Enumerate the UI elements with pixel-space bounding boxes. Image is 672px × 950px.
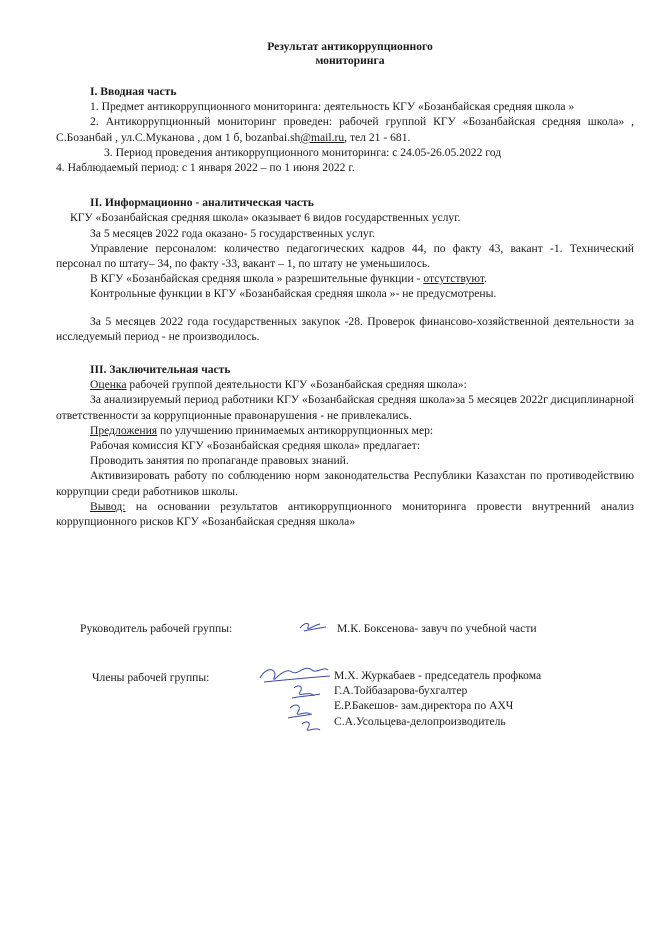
- section-1-paragraph-4: 4. Наблюдаемый период: с 1 января 2022 – по 1 июня 2022 г.: [56, 161, 355, 175]
- email-link[interactable]: @mail.ru: [300, 130, 345, 144]
- leader-label: Руководитель рабочей группы:: [80, 622, 233, 635]
- document-title: [66, 40, 634, 68]
- section-2-paragraph-5: Контрольные функции в КГУ «Бозанбайская средняя школа »- не предусмотрены.: [90, 287, 497, 301]
- underlined-assessment: Оценка: [90, 378, 127, 392]
- section-2-paragraph-4: [56, 271, 634, 286]
- section-3-paragraph-4: Рабочая комиссия КГУ «Бозанбайская средняя школа» предлагает:: [90, 439, 421, 453]
- section-1-paragraph-2-phone: , тел 21 - 681.: [344, 130, 411, 144]
- section-3-paragraph-3-text: по улучшению принимаемых антикоррупционных мер:: [157, 423, 434, 437]
- members-label: Члены рабочей группы:: [92, 671, 210, 684]
- section-2-heading: II. Информационно - аналитическая часть: [90, 196, 314, 210]
- section-3-paragraph-7: [56, 499, 634, 529]
- section-2-paragraph-6: За 5 месяцев 2022 года государственных закупок -28. Проверок финансово-хозяйственной деятельности за исследуемый период - не производилось.: [56, 314, 634, 343]
- title-line-1: Результат антикоррупционного: [267, 40, 433, 53]
- section-3-paragraph-7-text: на основании результатов антикоррупционного мониторинга провести внутренний анализ коррупционного рисков КГУ «Бозанбайская средняя школа»: [56, 499, 634, 529]
- title-line-2: мониторинга: [315, 54, 385, 67]
- section-2-paragraph-4-text: В КГУ «Бозанбайская средняя школа » разрешительные функции -: [90, 272, 424, 286]
- section-3-paragraph-2: За анализируемый период работники КГУ «Бозанбайская средняя школа»за 5 месяцев 2022г дисциплинарной ответственности за коррупционные правонарушения - не привлекались.: [56, 393, 634, 422]
- section-3-paragraph-6: Активизировать работу по соблюдению норм законодательства Республики Казахстан по противодействию коррупции среди работников школы.: [56, 469, 634, 498]
- member-1: М.Х. Журкабаев - председатель профкома: [334, 669, 542, 682]
- section-2-paragraph-3: Управление персоналом: количество педагогических кадров 44, по факту 43, вакант -1. Технический персонал по штату– 34, по факту -33, вакант – 1, по штату не уменьшилось.: [56, 241, 634, 271]
- member-4: С.А.Усольцева-делопроизводитель: [334, 714, 506, 728]
- section-2-paragraph-4-end: .: [484, 272, 487, 286]
- section-3-paragraph-5: Проводить занятия по пропаганде правовых знаний.: [90, 454, 349, 468]
- underlined-proposals: Предложения: [90, 423, 158, 437]
- section-3-heading: III. Заключительная часть: [90, 363, 231, 377]
- section-2-paragraph-1: КГУ «Бозанбайская средняя школа» оказывает 6 видов государственных услуг.: [70, 211, 461, 225]
- section-1-paragraph-2: [56, 114, 634, 144]
- section-3-paragraph-1: [56, 377, 634, 392]
- spacer: [56, 302, 634, 314]
- section-1-paragraph-3: 3. Период проведения антикоррупционного мониторинга: с 24.05-26.05.2022 год: [104, 145, 502, 159]
- section-1-heading: I. Вводная часть: [90, 85, 177, 98]
- underlined-conclusion: Вывод:: [90, 499, 126, 513]
- leader-signature-icon: [296, 616, 330, 636]
- member-2: Г.А.Тойбазарова-бухгалтер: [334, 684, 468, 698]
- leader-name: М.К. Боксенова- завуч по учебной части: [337, 622, 537, 635]
- member-3: Е.Р.Бакешов- зам.директора по АХЧ: [334, 699, 514, 713]
- document-body: [56, 40, 634, 529]
- section-1-paragraph-1: 1. Предмет антикоррупционного мониторинга: деятельность КГУ «Бозанбайская средняя школа »: [90, 100, 575, 114]
- section-3-paragraph-3: [56, 423, 634, 438]
- section-1-paragraph-2-text: 2. Антикоррупционный мониторинг проведен: рабочей группой КГУ «Бозанбайская средняя школа» , С.Бозанбай , ул.С.Муканова , дом 1 б, bozanbai.sh: [56, 115, 634, 144]
- underlined-absent: отсутствуют: [423, 272, 485, 286]
- section-3-paragraph-1-text: рабочей группой деятельности КГУ «Бозанбайская средняя школа»:: [126, 378, 467, 392]
- members-list: [334, 668, 541, 729]
- section-2-paragraph-2: За 5 месяцев 2022 года оказано- 5 государственных услуг.: [90, 226, 376, 240]
- members-signatures-icon: [254, 656, 336, 746]
